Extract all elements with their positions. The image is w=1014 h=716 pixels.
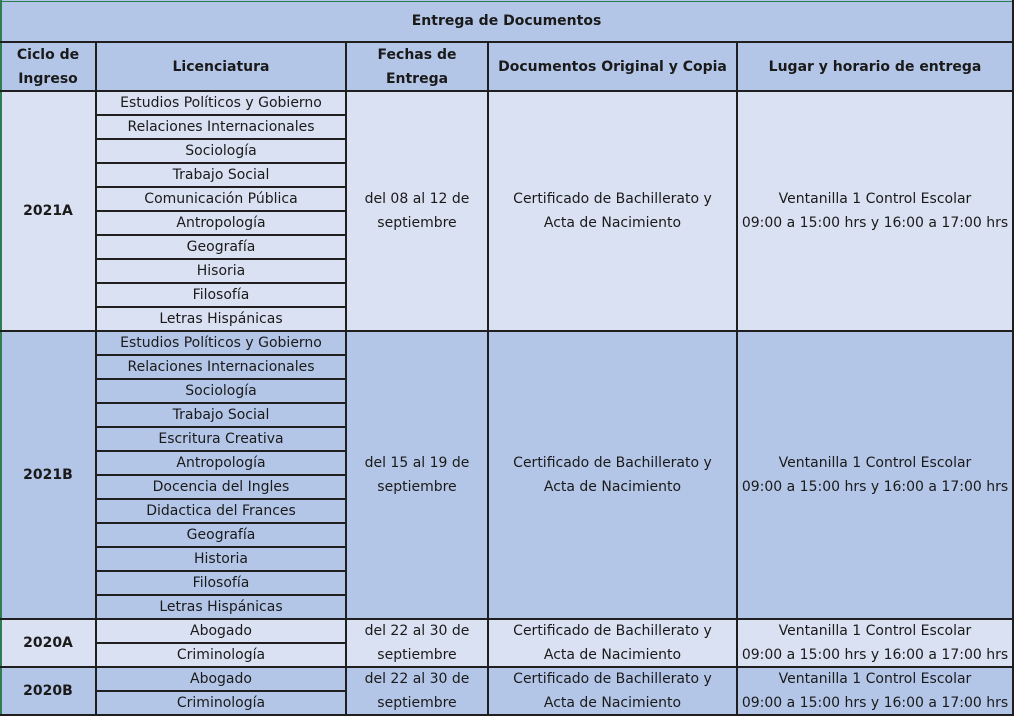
cell-text-line: Certificado de Bachillerato y — [513, 671, 712, 687]
licenciatura-cell[interactable] — [96, 571, 346, 595]
licenciatura-cell[interactable] — [96, 211, 346, 235]
licenciatura-cell[interactable] — [96, 499, 346, 523]
cell-text-line: Sociología — [185, 383, 257, 399]
header-fechas-de-entrega[interactable]: Fechas de Entrega — [346, 42, 488, 91]
grid-line — [96, 258, 346, 260]
cell-text-line: Antropología — [176, 455, 266, 471]
cell-text-line: del 15 al 19 de — [364, 455, 470, 471]
cell-text-line: del 22 al 30 de — [364, 623, 470, 639]
grid-line — [96, 354, 346, 356]
grid-line — [96, 210, 346, 212]
licenciatura-cell[interactable] — [96, 307, 346, 331]
cell-text-line: Acta de Nacimiento — [543, 647, 682, 663]
licenciatura-cell[interactable] — [96, 91, 346, 115]
table-title[interactable]: Entrega de Documentos — [0, 0, 1013, 42]
cell-text-line: Letras Hispánicas — [159, 311, 283, 327]
licenciatura-cell[interactable] — [96, 331, 346, 355]
cell-text-line: Acta de Nacimiento — [543, 215, 682, 231]
licenciatura-cell[interactable] — [96, 403, 346, 427]
cell-text-line: septiembre — [377, 479, 457, 495]
documentos-cell[interactable] — [488, 331, 737, 619]
cell-text-line: Abogado — [190, 623, 252, 639]
header-documentos[interactable]: Documentos Original y Copia — [488, 42, 737, 91]
cell-text-line: del 08 al 12 de — [364, 191, 470, 207]
cell-text-line: 2021B — [23, 467, 73, 483]
cell-text-line: Antropología — [176, 215, 266, 231]
cell-text-line: Docencia del Ingles — [152, 479, 290, 495]
licenciatura-cell[interactable] — [96, 379, 346, 403]
cell-text-line: Geografía — [186, 239, 256, 255]
cell-text-line: Filosofía — [192, 287, 250, 303]
header-licenciatura[interactable]: Licenciatura — [96, 42, 346, 91]
cell-text-line: Certificado de Bachillerato y — [513, 623, 712, 639]
cell-text-line: 09:00 a 15:00 hrs y 16:00 a 17:00 hrs — [741, 479, 1009, 495]
licenciatura-cell[interactable] — [96, 235, 346, 259]
grid-line — [487, 42, 489, 716]
cell-text-line: 2021A — [23, 203, 73, 219]
cell-text-line: septiembre — [377, 215, 457, 231]
grid-line — [96, 570, 346, 572]
ciclo-cell[interactable] — [0, 619, 96, 667]
grid-line — [0, 330, 1014, 332]
licenciatura-cell[interactable] — [96, 163, 346, 187]
cell-text-line: Criminología — [176, 695, 266, 711]
cell-text-line: Relaciones Internacionales — [127, 359, 315, 375]
ciclo-cell[interactable] — [0, 331, 96, 619]
cell-text-line: Comunicación Pública — [144, 191, 298, 207]
cell-text-line: Trabajo Social — [172, 407, 270, 423]
cell-text-line: Relaciones Internacionales — [127, 119, 315, 135]
lugar-cell[interactable] — [737, 331, 1013, 619]
lugar-cell[interactable] — [737, 667, 1013, 715]
grid-line — [96, 402, 346, 404]
licenciatura-cell[interactable] — [96, 523, 346, 547]
licenciatura-cell[interactable] — [96, 187, 346, 211]
cell-text-line: Certificado de Bachillerato y — [513, 191, 712, 207]
cell-text-line: septiembre — [377, 695, 457, 711]
cell-text-line: del 22 al 30 de — [364, 671, 470, 687]
grid-line — [0, 1, 1014, 2]
grid-line — [0, 41, 1014, 43]
grid-line — [0, 666, 1014, 668]
fechas-cell[interactable] — [346, 667, 488, 715]
grid-line — [96, 234, 346, 236]
cell-text-line: 09:00 a 15:00 hrs y 16:00 a 17:00 hrs — [741, 695, 1009, 711]
documentos-cell[interactable] — [488, 667, 737, 715]
cell-text-line: Acta de Nacimiento — [543, 479, 682, 495]
grid-line — [96, 378, 346, 380]
cell-text-line: Escritura Creativa — [158, 431, 284, 447]
cell-text-line: Ventanilla 1 Control Escolar — [778, 623, 972, 639]
grid-line — [736, 42, 738, 716]
cell-text-line: Criminología — [176, 647, 266, 663]
cell-text-line: Trabajo Social — [172, 167, 270, 183]
cell-text-line: Geografía — [186, 527, 256, 543]
licenciatura-cell[interactable] — [96, 619, 346, 643]
cell-text-line: Estudios Políticos y Gobierno — [120, 335, 322, 351]
grid-line — [96, 450, 346, 452]
ciclo-cell[interactable] — [0, 91, 96, 331]
grid-line — [96, 186, 346, 188]
licenciatura-cell[interactable] — [96, 451, 346, 475]
cell-text-line: Hisoria — [196, 263, 246, 279]
grid-line — [96, 138, 346, 140]
cell-text-line: 2020B — [23, 683, 73, 699]
grid-line — [96, 474, 346, 476]
licenciatura-cell[interactable] — [96, 427, 346, 451]
licenciatura-cell[interactable] — [96, 355, 346, 379]
cell-text-line: Filosofía — [192, 575, 250, 591]
grid-line — [96, 426, 346, 428]
grid-line — [96, 690, 346, 692]
licenciatura-cell[interactable] — [96, 595, 346, 619]
licenciatura-cell[interactable] — [96, 667, 346, 691]
header-ciclo-de-ingreso[interactable]: Ciclo de Ingreso — [0, 42, 96, 91]
documentos-cell[interactable] — [488, 619, 737, 667]
grid-line — [96, 162, 346, 164]
fechas-cell[interactable] — [346, 619, 488, 667]
grid-line — [96, 642, 346, 644]
lugar-cell[interactable] — [737, 619, 1013, 667]
grid-line — [96, 522, 346, 524]
fechas-cell[interactable] — [346, 331, 488, 619]
cell-text-line: 2020A — [23, 635, 73, 651]
grid-line — [96, 114, 346, 116]
grid-line — [96, 594, 346, 596]
grid-line — [96, 546, 346, 548]
cell-text-line: Ventanilla 1 Control Escolar — [778, 671, 972, 687]
cell-text-line: Letras Hispánicas — [159, 599, 283, 615]
licenciatura-cell[interactable] — [96, 139, 346, 163]
cell-text-line: Historia — [194, 551, 248, 567]
ciclo-cell[interactable] — [0, 667, 96, 715]
licenciatura-cell[interactable] — [96, 475, 346, 499]
licenciatura-cell[interactable] — [96, 643, 346, 667]
grid-line — [96, 306, 346, 308]
cell-text-line: Estudios Políticos y Gobierno — [120, 95, 322, 111]
cell-text-line: septiembre — [377, 647, 457, 663]
cell-text-line: 09:00 a 15:00 hrs y 16:00 a 17:00 hrs — [741, 647, 1009, 663]
cell-text-line: Ventanilla 1 Control Escolar — [778, 191, 972, 207]
grid-line — [0, 0, 2, 716]
grid-line — [96, 498, 346, 500]
grid-line — [0, 90, 1014, 92]
cell-text-line: Sociología — [185, 143, 257, 159]
cell-text-line: Abogado — [190, 671, 252, 687]
lugar-cell[interactable] — [737, 91, 1013, 331]
licenciatura-cell[interactable] — [96, 547, 346, 571]
grid-line — [96, 282, 346, 284]
header-lugar-y-horario[interactable]: Lugar y horario de entrega — [737, 42, 1013, 91]
documentos-cell[interactable] — [488, 91, 737, 331]
cell-text-line: Ventanilla 1 Control Escolar — [778, 455, 972, 471]
cell-text-line: Didactica del Frances — [146, 503, 296, 519]
licenciatura-cell[interactable] — [96, 283, 346, 307]
grid-line — [0, 618, 1014, 620]
cell-text-line: 09:00 a 15:00 hrs y 16:00 a 17:00 hrs — [741, 215, 1009, 231]
cell-text-line: Certificado de Bachillerato y — [513, 455, 712, 471]
cell-text-line: Acta de Nacimiento — [543, 695, 682, 711]
licenciatura-cell[interactable] — [96, 115, 346, 139]
fechas-cell[interactable] — [346, 91, 488, 331]
licenciatura-cell[interactable] — [96, 691, 346, 715]
licenciatura-cell[interactable] — [96, 259, 346, 283]
